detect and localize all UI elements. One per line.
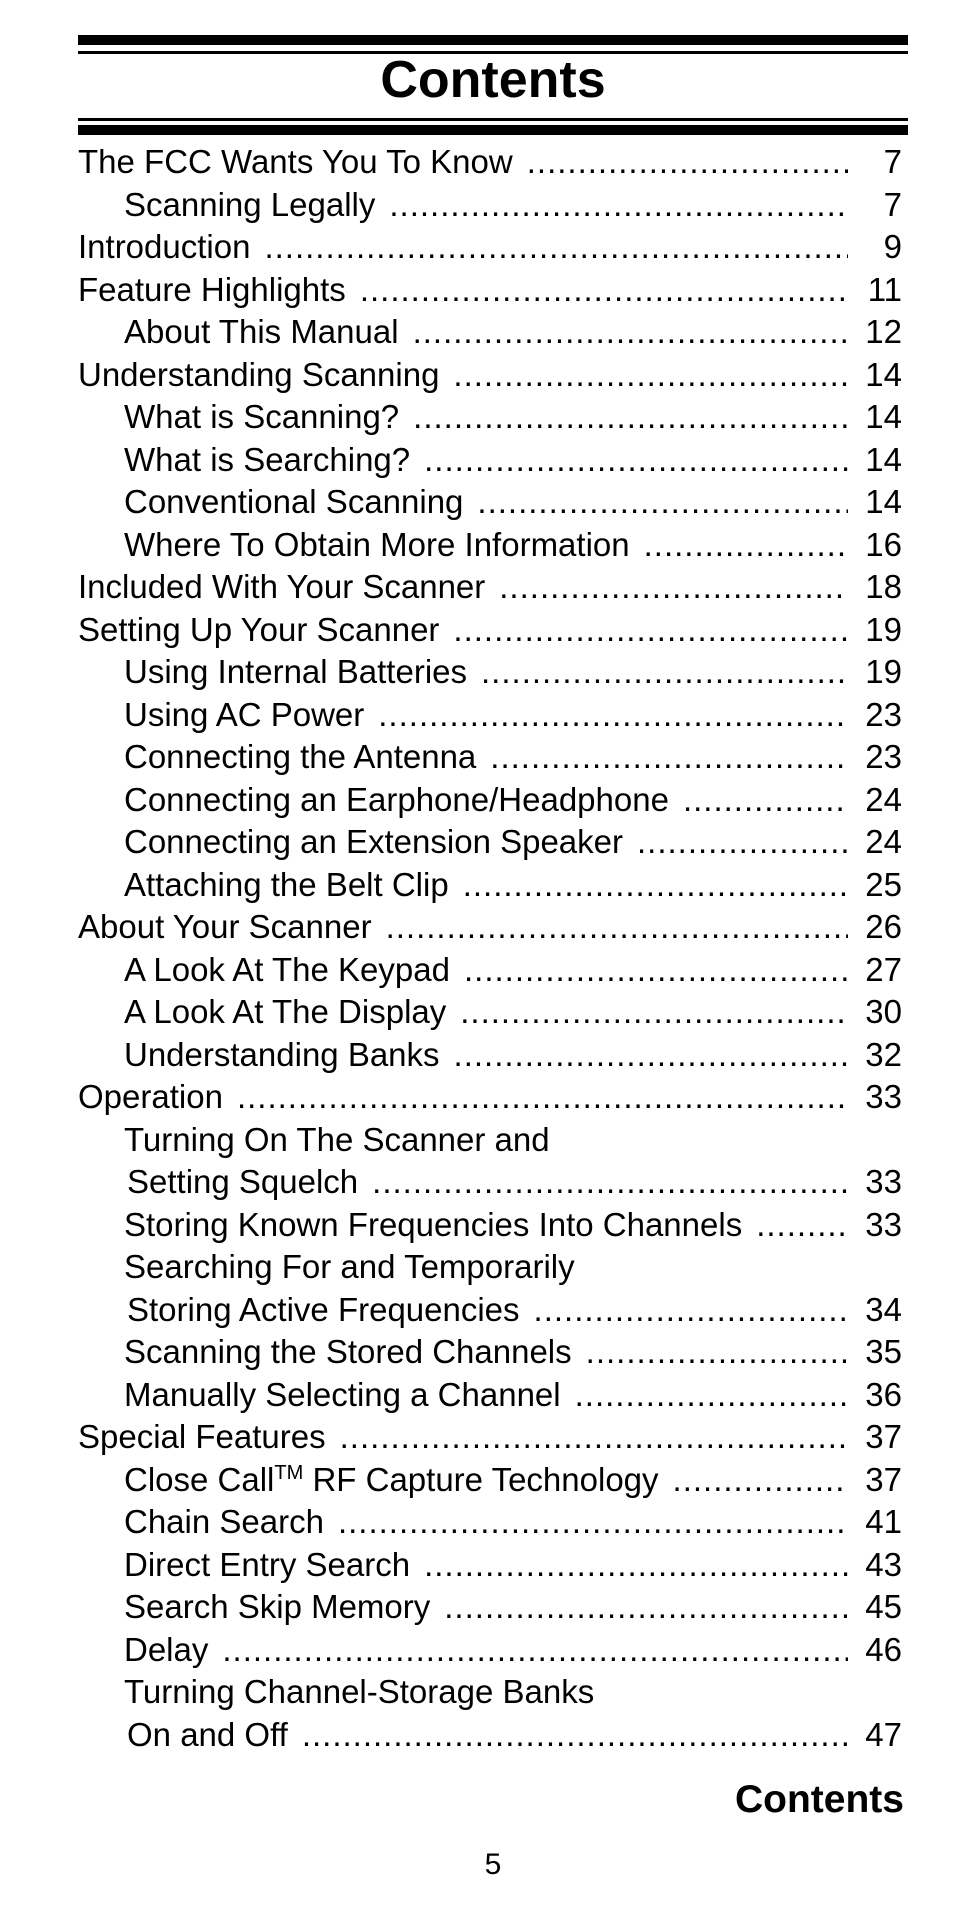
toc-entry[interactable] (78, 524, 902, 567)
toc-entry-page-number: 14 (865, 355, 902, 393)
dot-leader (586, 1331, 848, 1374)
dot-leader (490, 736, 848, 779)
toc-entry-label: Setting Squelch (127, 1163, 359, 1200)
toc-entry-page-number: 37 (865, 1418, 902, 1455)
toc-entry-label: Manually Selecting a Channel (124, 1375, 561, 1413)
toc-entry[interactable] (78, 651, 902, 694)
header-rule-thin-bottom (78, 118, 908, 121)
toc-entry[interactable] (78, 1204, 902, 1247)
toc-entry-page-number: 9 (883, 228, 902, 265)
toc-entry[interactable] (78, 1331, 902, 1374)
toc-entry[interactable] (78, 1119, 902, 1162)
toc-entry-page-number: 36 (865, 1375, 902, 1413)
footer-section-title: Contents (735, 1778, 904, 1821)
toc-entry[interactable] (78, 906, 902, 949)
table-of-contents (78, 141, 902, 1756)
toc-entry-label: Search Skip Memory (124, 1588, 431, 1625)
dot-leader (454, 1034, 848, 1077)
toc-entry-page-number: 37 (865, 1460, 902, 1498)
toc-entry[interactable] (78, 991, 902, 1034)
toc-entry-label: Operation (78, 1078, 223, 1115)
dot-leader (389, 184, 848, 227)
toc-entry[interactable] (78, 736, 902, 779)
dot-leader (340, 1416, 848, 1459)
dot-leader (499, 566, 848, 609)
toc-entry-page-number: 11 (867, 270, 902, 308)
dot-leader (264, 226, 848, 269)
dot-leader (360, 269, 848, 312)
toc-entry-page-number: 14 (865, 440, 902, 478)
dot-leader (453, 609, 848, 652)
dot-leader (463, 864, 848, 907)
toc-entry[interactable] (78, 354, 902, 397)
dot-leader (673, 1459, 848, 1502)
dot-leader (413, 396, 848, 439)
toc-entry-page-number: 27 (865, 950, 902, 988)
toc-entry[interactable] (78, 1161, 902, 1204)
toc-entry-label: Connecting the Antenna (124, 738, 477, 775)
dot-leader (683, 779, 848, 822)
toc-entry-page-number: 33 (865, 1078, 902, 1115)
toc-entry[interactable] (78, 311, 902, 354)
toc-entry-label: Conventional Scanning (124, 483, 464, 520)
page-title: Contents (380, 51, 606, 109)
toc-entry-label: Scanning the Stored Channels (124, 1333, 572, 1370)
toc-entry[interactable] (78, 821, 902, 864)
toc-entry[interactable] (78, 1416, 902, 1459)
toc-entry-label: Searching For and Temporarily (124, 1248, 575, 1285)
dot-leader (338, 1501, 848, 1544)
toc-entry[interactable] (78, 1629, 902, 1672)
toc-entry-page-number: 16 (865, 525, 902, 563)
toc-entry-page-number: 47 (865, 1715, 902, 1753)
toc-entry-page-number: 34 (865, 1290, 902, 1328)
toc-entry-page-number: 14 (865, 398, 902, 435)
toc-entry-page-number: 33 (865, 1205, 902, 1243)
toc-entry-page-number: 7 (883, 143, 902, 180)
page-number: 5 (484, 1848, 502, 1881)
toc-entry[interactable] (78, 864, 902, 907)
toc-entry[interactable] (78, 269, 902, 312)
toc-entry[interactable] (78, 184, 902, 227)
toc-entry-label: A Look At The Keypad (124, 950, 450, 988)
toc-entry-page-number: 43 (865, 1545, 902, 1583)
toc-entry[interactable] (78, 1374, 902, 1417)
dot-leader (378, 694, 848, 737)
toc-entry-page-number: 41 (865, 1503, 902, 1540)
toc-entry[interactable] (78, 481, 902, 524)
dot-leader (527, 141, 848, 184)
toc-entry-page-number: 33 (865, 1163, 902, 1200)
toc-entry[interactable] (78, 141, 902, 184)
toc-entry[interactable] (78, 1671, 902, 1714)
dot-leader (444, 1586, 848, 1629)
toc-entry[interactable] (78, 1714, 902, 1757)
toc-entry-page-number: 25 (865, 865, 902, 903)
toc-entry-page-number: 19 (865, 610, 902, 648)
toc-entry-label: Close Call™ RF Capture Technology (124, 1460, 659, 1498)
toc-entry-page-number: 12 (865, 313, 902, 350)
toc-entry-page-number: 14 (865, 483, 902, 520)
toc-entry-label: Turning Channel-Storage Banks (124, 1673, 595, 1710)
toc-entry[interactable] (78, 1501, 902, 1544)
toc-entry-label: Introduction (78, 228, 251, 265)
toc-entry-label: Setting Up Your Scanner (78, 610, 440, 648)
toc-entry-label: What is Scanning? (124, 398, 400, 435)
toc-entry-label: Chain Search (124, 1503, 324, 1540)
toc-entry-page-number: 26 (865, 908, 902, 945)
toc-entry-page-number: 23 (865, 695, 902, 733)
toc-entry-label: Connecting an Earphone/Headphone (124, 780, 669, 818)
toc-entry[interactable] (78, 609, 902, 652)
toc-entry-label: Using Internal Batteries (124, 653, 468, 690)
toc-entry[interactable] (78, 1289, 902, 1332)
toc-entry[interactable] (78, 949, 902, 992)
toc-entry[interactable] (78, 566, 902, 609)
toc-entry-label: Understanding Banks (124, 1035, 440, 1073)
toc-entry[interactable] (78, 1459, 902, 1502)
toc-entry-label: Direct Entry Search (124, 1545, 411, 1583)
toc-entry-page-number: 45 (865, 1588, 902, 1625)
toc-entry-label: Where To Obtain More Information (124, 525, 630, 563)
toc-entry-label: A Look At The Display (124, 993, 447, 1030)
toc-entry-page-number: 30 (865, 993, 902, 1030)
toc-entry[interactable] (78, 439, 902, 482)
trademark-mark: TM (274, 1461, 304, 1484)
toc-entry-label: Delay (124, 1630, 209, 1668)
toc-entry-label: What is Searching? (124, 440, 411, 478)
toc-entry[interactable] (78, 1034, 902, 1077)
toc-entry-label: Attaching the Belt Clip (124, 865, 449, 903)
toc-entry-label: Special Features (78, 1418, 326, 1455)
toc-entry-label: Turning On The Scanner and (124, 1120, 550, 1158)
toc-entry-page-number: 24 (865, 823, 902, 860)
toc-entry-page-number: 32 (865, 1035, 902, 1073)
dot-leader (424, 439, 848, 482)
toc-entry[interactable] (78, 779, 902, 822)
toc-entry-label: The FCC Wants You To Know (78, 143, 513, 180)
toc-entry-label: Scanning Legally (124, 185, 376, 223)
dot-leader (372, 1161, 848, 1204)
toc-entry-page-number: 19 (865, 653, 902, 690)
toc-entry[interactable] (78, 226, 902, 269)
toc-entry-label: Included With Your Scanner (78, 568, 486, 605)
toc-entry[interactable] (78, 694, 902, 737)
dot-leader (464, 949, 848, 992)
dot-leader (413, 311, 848, 354)
toc-entry-label: About This Manual (124, 313, 399, 350)
dot-leader (460, 991, 848, 1034)
dot-leader (222, 1629, 848, 1672)
toc-entry[interactable] (78, 1076, 902, 1119)
toc-entry-page-number: 35 (865, 1333, 902, 1370)
toc-entry[interactable] (78, 1586, 902, 1629)
dot-leader (386, 906, 848, 949)
dot-leader (424, 1544, 848, 1587)
dot-leader (237, 1076, 848, 1119)
header-rule-thick-bottom (78, 125, 908, 135)
toc-entry-page-number: 23 (865, 738, 902, 775)
toc-entry-page-number: 18 (865, 568, 902, 605)
dot-leader (756, 1204, 848, 1247)
toc-entry[interactable] (78, 1246, 902, 1289)
dot-leader (534, 1289, 848, 1332)
dot-leader (453, 354, 848, 397)
toc-entry-page-number: 46 (865, 1630, 902, 1668)
dot-leader (477, 481, 848, 524)
toc-entry-label: On and Off (127, 1715, 288, 1753)
dot-leader (644, 524, 848, 567)
toc-entry-label: About Your Scanner (78, 908, 372, 945)
toc-entry-label: Storing Known Frequencies Into Channels (124, 1205, 743, 1243)
dot-leader (481, 651, 848, 694)
dot-leader (637, 821, 848, 864)
dot-leader (302, 1714, 848, 1757)
toc-entry-label: Using AC Power (124, 695, 365, 733)
toc-entry-label: Storing Active Frequencies (127, 1290, 520, 1328)
header-rule-thick-top (78, 35, 908, 45)
toc-entry-label: Feature Highlights (78, 270, 346, 308)
toc-entry-page-number: 24 (865, 780, 902, 818)
toc-entry-page-number: 7 (883, 185, 902, 223)
toc-entry[interactable] (78, 396, 902, 439)
dot-leader (575, 1374, 848, 1417)
toc-entry-label: Understanding Scanning (78, 355, 440, 393)
toc-entry[interactable] (78, 1544, 902, 1587)
toc-entry-label: Connecting an Extension Speaker (124, 823, 623, 860)
